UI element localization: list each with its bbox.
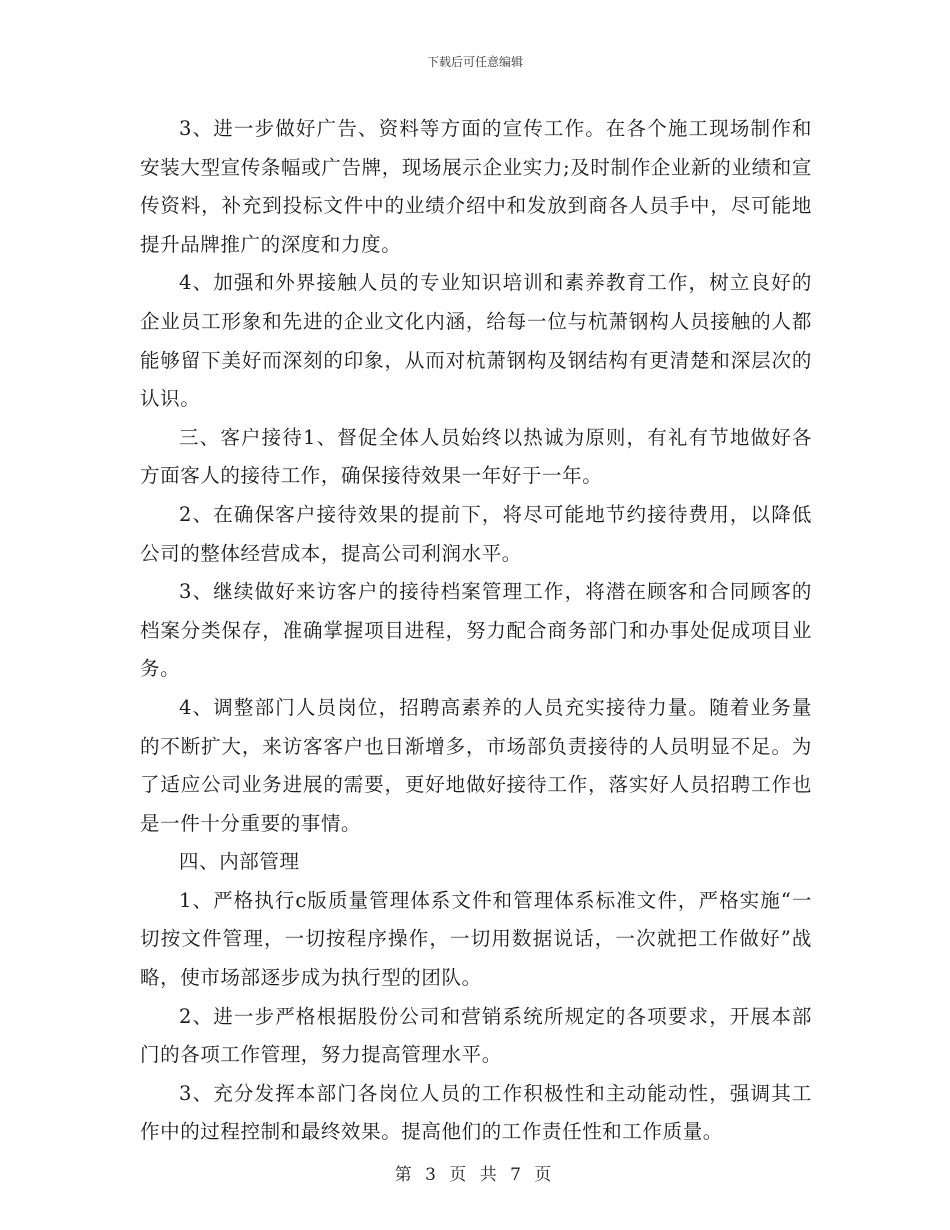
paragraph-4: 2、在确保客户接待效果的提前下，将尽可能地节约接待费用，以降低公司的整体经营成本，提高公司利润水平。 bbox=[140, 502, 812, 565]
paragraph-3: 三、客户接待1、督促全体人员始终以热诚为原则，有礼有节地做好各方面客人的接待工作，确保接待效果一年好于一年。 bbox=[140, 425, 812, 488]
paragraph-6: 4、调整部门人员岗位，招聘高素养的人员充实接待力量。随着业务量的不断扩大，来访客客户也日渐增多，市场部负责接待的人员明显不足。为了适应公司业务进展的需要，更好地做好接待工作，落实好人员招聘工作也是一件十分重要的事情。 bbox=[140, 695, 812, 835]
document-body bbox=[140, 110, 812, 1152]
paragraph-1: 3、进一步做好广告、资料等方面的宣传工作。在各个施工现场制作和安装大型宣传条幅或广告牌，现场展示企业实力;及时制作企业新的业绩和宣传资料，补充到投标文件中的业绩介绍中和发放到商各人员手中，尽可能地提升品牌推广的深度和力度。 bbox=[140, 117, 812, 256]
section-heading-internal-management: 四、内部管理 bbox=[179, 850, 300, 874]
page-number-footer: 第 3 页 共 7 页 bbox=[394, 1165, 556, 1185]
paragraph-5: 3、继续做好来访客户的接待档案管理工作，将潜在顾客和合同顾客的档案分类保存，准确掌握项目进程，努力配合商务部门和办事处促成项目业务。 bbox=[140, 580, 812, 681]
paragraph-8: 1、严格执行c版质量管理体系文件和管理体系标准文件，严格实施“一切按文件管理，一切按程序操作，一切用数据说话，一次就把工作做好”战略，使市场部逐步成为执行型的团队。 bbox=[140, 888, 812, 990]
page-header: 下载后可任意编辑 bbox=[426, 55, 523, 69]
paragraph-9: 2、进一步严格根据股份公司和营销系统所规定的各项要求，开展本部门的各项工作管理，努力提高管理水平。 bbox=[140, 1004, 812, 1067]
paragraph-2: 4、加强和外界接触人员的专业知识培训和素养教育工作，树立良好的企业员工形象和先进的企业文化内涵，给每一位与杭萧钢构人员接触的人都能够留下美好而深刻的印象，从而对杭萧钢构及钢结构有更清楚和深层次的认识。 bbox=[140, 271, 812, 411]
paragraph-10: 3、充分发挥本部门各岗位人员的工作积极性和主动能动性，强调其工作中的过程控制和最终效果。提高他们的工作责任性和工作质量。 bbox=[140, 1081, 812, 1144]
